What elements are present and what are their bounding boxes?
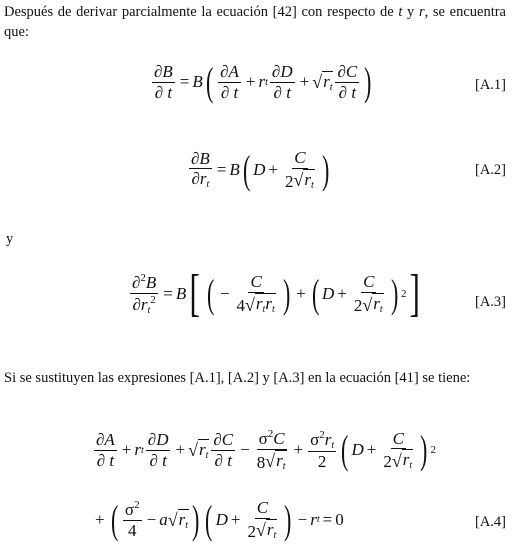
intro-paragraph: [4, 2, 506, 42]
equation-a4-label: [A.4]: [474, 514, 506, 530]
intro-text-after: , se encuentra que:: [4, 4, 506, 40]
equation-a2: $\frac{\partial B}{\partial r_t}$ = B ( D + C 2 √ $r_t$ ): [191, 146, 330, 192]
equation-a1-label: [A.1]: [474, 77, 506, 93]
intro-text-before: Después de derivar parcialmente la ecuación [42] con respecto de: [4, 4, 399, 20]
equation-a2-label: [A.2]: [474, 162, 506, 178]
equation-a1: $\frac{\partial B}{\partial t}$ = B ( $\frac{\partial A}{\partial t}$ + r t $\frac{\partial D}{\partial t}$ + √ $r_t$ $\frac{\partial C}{\partial t}$ ): [154, 59, 372, 105]
intro-var-r: r: [418, 4, 425, 20]
intro-conj: y: [402, 4, 419, 20]
intro-var-t: t: [398, 4, 403, 20]
equation-a3-label: [A.3]: [474, 294, 506, 310]
connector-y: y: [6, 231, 14, 247]
equation-a3: $\frac{\partial^2B}{\partial r_t^2}$ = B [ ( − C 4 √ $r_tr_t$ ) + ( D + C 2 √ $r_t$ ) 2 ]: [132, 265, 421, 322]
equation-a4-line1: $\frac{\partial A}{\partial t}$ + r t $\frac{\partial D}{\partial t}$ + √ $r_t$ $\frac{\partial C}{\partial t}$ − $\sigma^2C$ 8 √ $r_t$ + $\frac{\sigma^2r_t}{2}$ ( D + C 2 √ $r_t$ ) 2: [96, 427, 437, 473]
equation-a4-line2: + ( $\frac{\sigma^2}{4}$ − a √ $r_t$ ) ( D + C 2 √ $r_t$ ) − r t = 0: [95, 496, 344, 542]
second-paragraph: Si se sustituyen las expresiones [A.1], [A.2] y [A.3] en la ecuación [41] se tiene:: [4, 370, 471, 386]
